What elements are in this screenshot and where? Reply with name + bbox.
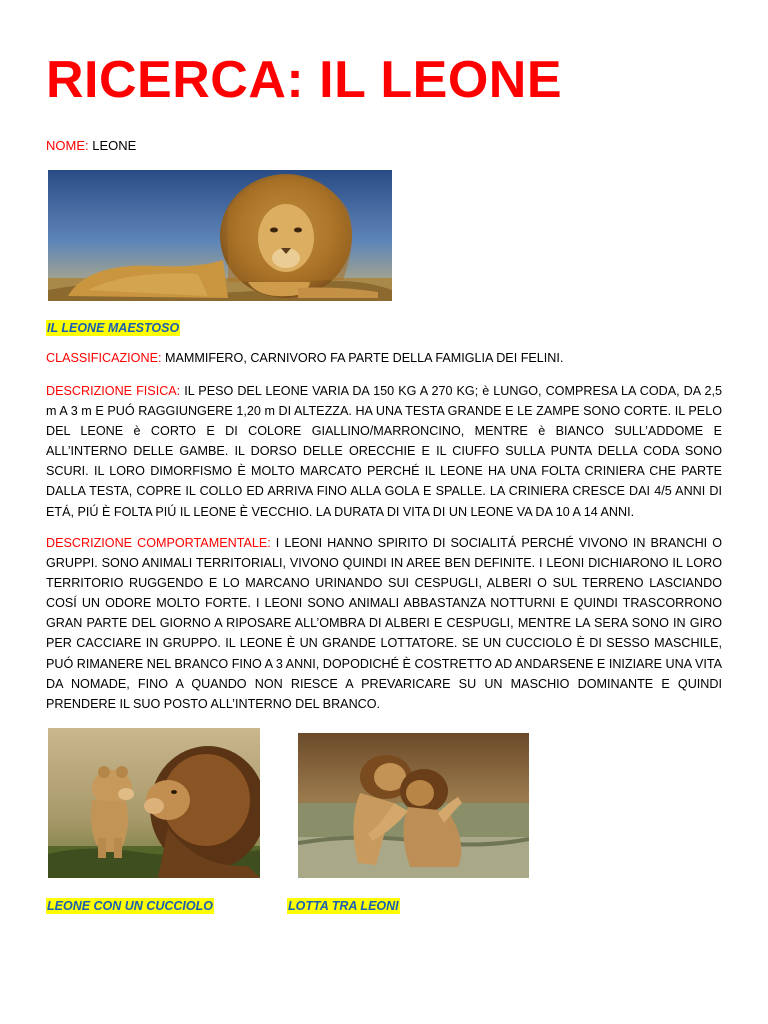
lion-with-cub-photo xyxy=(48,728,260,878)
descrizione-fisica-paragraph xyxy=(46,381,722,522)
lion-majestic-photo xyxy=(48,170,392,301)
lions-fighting-photo xyxy=(298,733,529,878)
descrizione-comportamentale-text: I LEONI HANNO SPIRITO DI SOCIALITÁ PERCHÉ VIVONO IN BRANCHI O GRUPPI. SONO ANIMALI TERRITORIALI, VIVONO QUINDI IN AREE BEN DEFINITE. I LEONI DICHIARONO IL LORO TERRITORIO RUGGENDO E LO MARCANO URINANDO SUI CESPUGLI, ALBERI O SUL TERRENO LASCIANDO COSÍ UN ODORE MOLTO FORTE. I LEONI SONO ANIMALI ABBASTANZA NOTTURNI E QUINDI TRASCORRONO GRAN PARTE DEL GIORNO A RIPOSARE ALL’OMBRA DI ALBERI E CESPUGLI, MENTRE LA SERA SONO IN GIRO PER CACCIARE IN GRUPPO. IL LEONE È UN GRANDE LOTTATORE. SE UN CUCCIOLO È DI SESSO MASCHILE, PUÓ RIMANERE NEL BRANCO FINO A 3 ANNI, DOPODICHÉ È COSTRETTO AD ANDARSENE E INIZIARE UNA VITA DA NOMADE, FINO A QUANDO NON RIESCE A PREVARICARE SU UN MASCHIO DOMINANTE E QUINDI PRENDERE IL SUO POSTO ALL’INTERNO DEL BRANCO. xyxy=(46,536,722,711)
photo2-caption: LEONE CON UN CUCCIOLO xyxy=(47,899,213,913)
photo3-caption: LOTTA TRA LEONI xyxy=(288,899,399,913)
classificazione-text: MAMMIFERO, CARNIVORO FA PARTE DELLA FAMIGLIA DEI FELINI. xyxy=(164,351,564,365)
nome-value: LEONE xyxy=(92,138,137,153)
nome-label: NOME: xyxy=(46,138,89,153)
classificazione-label: CLASSIFICAZIONE: xyxy=(46,351,162,365)
photo1-caption: IL LEONE MAESTOSO xyxy=(47,321,180,335)
descrizione-fisica-text: IL PESO DEL LEONE VARIA DA 150 KG A 270 KG; è LUNGO, COMPRESA LA CODA, DA 2,5 m A 3 m E PUÓ RAGGIUNGERE 1,20 m DI ALTEZZA. HA UNA TESTA GRANDE E LE ZAMPE SONO CORTE. IL PELO DEL LEONE è CORTO E DI COLORE GIALLINO/MARRONCINO, MENTRE è BIANCO SULL’ADDOME E ALL’INTERNO DELLE GAMBE. IL DORSO DELLE ORECCHIE E IL CIUFFO SULLA PUNTA DELLA CODA SONO SCURI. IL LORO DIMORFISMO È MOLTO MARCATO PERCHÉ IL LEONE HA UNA FOLTA CRINIERA CHE PARTE DALLA TESTA, COPRE IL COLLO ED ARRIVA FINO ALLA GOLA E SPALLE. LA CRINIERA CRESCE DAI 4/5 ANNI DI ETÁ, PIÚ È FOLTA PIÚ IL LEONE È VECCHIO. LA DURATA DI VITA DI UN LEONE VA DA 10 A 14 ANNI. xyxy=(46,384,723,519)
page-title: RICERCA: IL LEONE xyxy=(46,51,563,109)
nome-line xyxy=(46,136,136,156)
descrizione-comportamentale-label: DESCRIZIONE COMPORTAMENTALE: xyxy=(46,536,271,550)
classificazione-paragraph xyxy=(46,348,722,368)
descrizione-fisica-label: DESCRIZIONE FISICA: xyxy=(46,384,181,398)
descrizione-comportamentale-paragraph xyxy=(46,533,722,714)
